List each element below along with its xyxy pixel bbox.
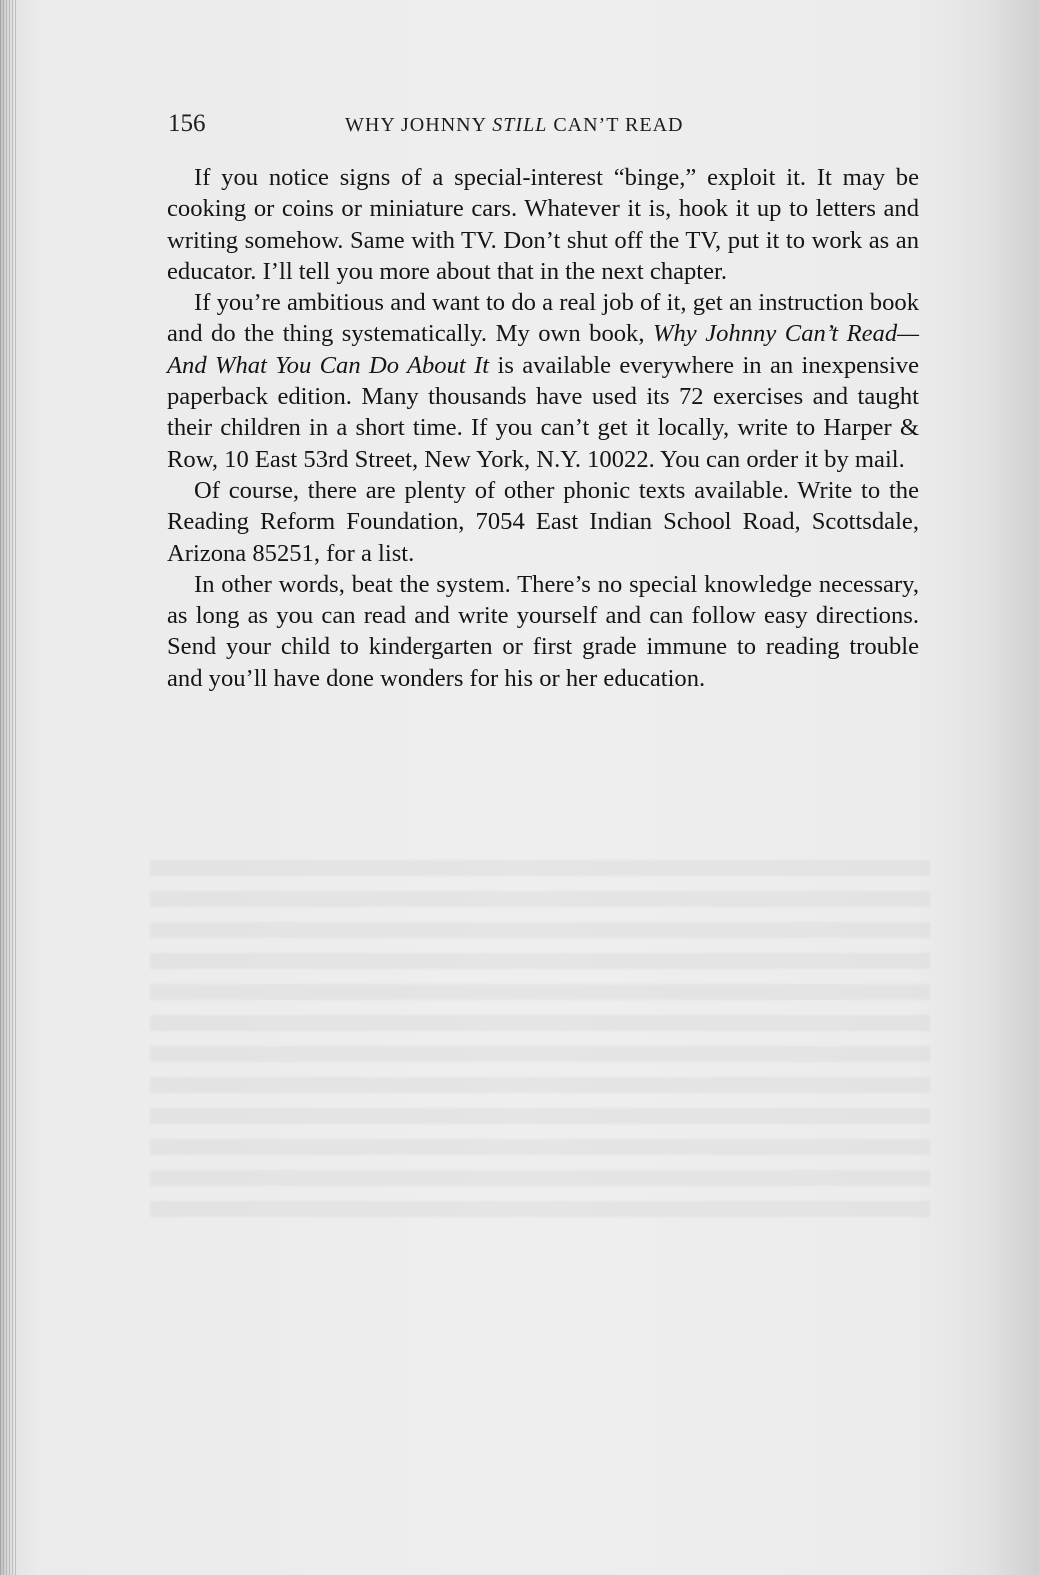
paragraph-1: If you notice signs of a special-interest “binge,” exploit it. It may be cooking or coins or miniature cars. Whatever it is, hook it up to letters and writing somehow. Same with TV. Don’t shut off the TV, put it to work as an educator. I’ll tell you more about that in the next chapter.	[167, 164, 919, 285]
paragraph-4: In other words, beat the system. There’s no special knowledge necessary, as long as you can read and write yourself and can follow easy directions. Send your child to kindergarten or first grade immune to reading trouble and you’ll have done wonders for his or her education.	[167, 570, 919, 692]
book-title-italic: Why Johnny Can’t Read—And What You Can Do About It	[167, 320, 920, 379]
paragraph-2-before: If you’re ambitious and want to do a real job of it, get an instruction book and do the thing systematically. My own book,	[167, 289, 919, 348]
running-title	[345, 114, 684, 137]
page-number: 156	[168, 110, 206, 137]
running-title-italic: STILL	[492, 114, 548, 136]
running-head	[168, 110, 920, 144]
running-title-part-2: CAN’T READ	[547, 114, 684, 136]
paragraph-3: Of course, there are plenty of other phonic texts available. Write to the Reading Reform Foundation, 7054 East Indian School Road, Scottsdale, Arizona 85251, for a list.	[167, 476, 919, 567]
paragraph-2	[167, 287, 919, 475]
body-text	[167, 162, 919, 694]
paragraph-2-after: is available everywhere in an inexpensive paperback edition. Many thousands have used its 72 exercises and taught their children in a short time. If you can’t get it locally, write to Harper & Row, 10 East 53rd Street, New York, N.Y. 10022. You can order it by mail.	[167, 351, 919, 473]
show-through-texture	[150, 860, 930, 1220]
running-title-part-1: WHY JOHNNY	[345, 114, 493, 136]
page-edge-shading	[0, 0, 16, 1575]
